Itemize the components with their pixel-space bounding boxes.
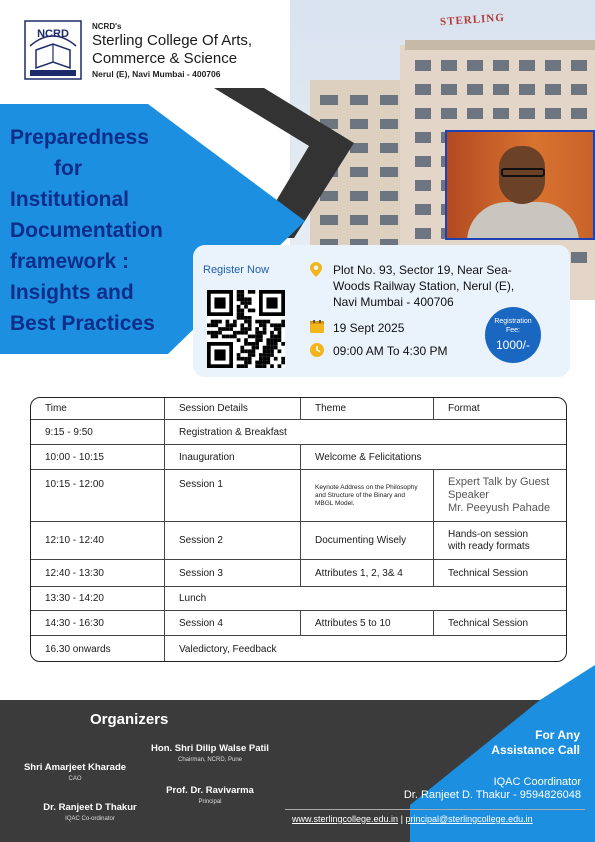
table-header-row: [31, 398, 566, 420]
clock-icon: [310, 343, 324, 362]
building-window: [415, 84, 431, 95]
organizer-name: Prof. Dr. Ravivarma: [166, 785, 254, 796]
coordinator-phone[interactable]: Dr. Ranjeet D. Thakur - 9594826048: [403, 789, 581, 801]
assistance-line: For Any: [535, 728, 580, 742]
venue-address: [333, 262, 514, 310]
coordinator-contact: [365, 776, 581, 802]
organizer-role: IQAC Co-ordinator: [65, 816, 115, 822]
title-line: for: [54, 157, 82, 180]
organizer-card: [130, 743, 290, 763]
fee-amount: 1000/-: [495, 338, 531, 352]
schedule-table: [30, 397, 567, 662]
time-cell: 13:30 - 14:20: [45, 593, 104, 604]
table-row: [31, 587, 566, 611]
organizer-card: [10, 762, 140, 782]
assistance-line: Assistance Call: [491, 743, 580, 757]
college-prefix: NCRD's: [92, 22, 122, 31]
title-line: Preparedness: [10, 126, 149, 149]
building-window: [415, 108, 431, 119]
theme-cell: Welcome & Felicitations: [300, 445, 567, 469]
building-window: [415, 204, 431, 215]
time-cell: 9:15 - 9:50: [45, 426, 93, 438]
building-window: [350, 95, 368, 105]
building-window: [493, 84, 509, 95]
building-window: [415, 228, 431, 239]
building-window: [380, 215, 398, 225]
building-sign: STERLING: [439, 11, 506, 29]
building-window: [415, 156, 431, 167]
table-row: [31, 611, 566, 636]
table-row: [31, 522, 566, 560]
table-row: [31, 420, 566, 445]
table-row: [31, 636, 566, 662]
session-cell: Session 3: [164, 560, 300, 586]
building-window: [350, 167, 368, 177]
fee-label: Fee:: [505, 327, 520, 334]
title-line: Best Practices: [10, 312, 155, 335]
calendar-icon: [310, 320, 324, 338]
website-link[interactable]: www.sterlingcollege.edu.in: [292, 814, 399, 824]
college-name-line2: Commerce & Science: [92, 50, 238, 67]
time-cell: 16.30 onwards: [45, 644, 111, 655]
session-cell: Inauguration: [164, 445, 300, 469]
building-window: [467, 108, 483, 119]
building-window: [441, 84, 457, 95]
building-window: [571, 84, 587, 95]
building-window: [571, 60, 587, 71]
fee-label: Registration: [494, 318, 532, 325]
assistance-heading: [440, 728, 580, 758]
format-cell: Technical Session: [433, 611, 567, 635]
format-line: Mr. Peeyush Pahade: [448, 502, 551, 514]
header-cell: Theme: [300, 398, 433, 419]
format-cell: [433, 522, 567, 559]
building-window: [320, 215, 338, 225]
time-cell: 14:30 - 16:30: [45, 617, 104, 629]
theme-cell: Documenting Wisely: [300, 522, 433, 559]
header-cell: Format: [433, 398, 567, 419]
format-cell: Technical Session: [433, 560, 567, 586]
venue-line: Woods Railway Station, Nerul (E),: [333, 279, 515, 293]
building-window: [380, 143, 398, 153]
organizer-name: Dr. Ranjeet D Thakur: [43, 802, 137, 813]
building-window: [545, 108, 561, 119]
building-window: [441, 108, 457, 119]
building-window: [415, 180, 431, 191]
building-window: [415, 132, 431, 143]
organizer-card: [25, 802, 155, 822]
venue-line: Navi Mumbai - 400706: [333, 295, 454, 309]
building-window: [467, 84, 483, 95]
building-window: [571, 108, 587, 119]
registration-fee-badge: [485, 307, 541, 363]
building-window: [467, 60, 483, 71]
logo-text: NCRD: [37, 28, 69, 40]
table-row: [31, 470, 566, 522]
register-now-heading[interactable]: Register Now: [203, 264, 270, 276]
session-cell: Session 1: [164, 470, 300, 521]
event-time: 09:00 AM To 4:30 PM: [333, 344, 448, 358]
format-line: Speaker: [448, 489, 489, 501]
college-address: Nerul (E), Navi Mumbai - 400706: [92, 69, 221, 79]
email-link[interactable]: principal@sterlingcollege.edu.in: [405, 814, 533, 824]
theme-cell: Keynote Address on the Philosophy and Structure of the Binary and MBGL Model.: [300, 470, 433, 521]
time-cell: 12:10 - 12:40: [45, 535, 104, 546]
venue-line: Plot No. 93, Sector 19, Near Sea-: [333, 263, 512, 277]
building-window: [571, 252, 587, 263]
time-cell: 10:15 - 12:00: [45, 479, 104, 490]
time-cell: 10:00 - 10:15: [45, 451, 104, 463]
session-cell: Registration & Breakfast: [164, 420, 567, 444]
title-line: Institutional: [10, 188, 129, 211]
college-logo: [24, 20, 82, 80]
building-window: [519, 84, 535, 95]
title-line: Insights and: [10, 281, 134, 304]
table-row: [31, 560, 566, 587]
building-window: [380, 119, 398, 129]
event-title: [10, 122, 205, 339]
format-cell: [433, 470, 567, 521]
building-window: [350, 191, 368, 201]
building-window: [415, 60, 431, 71]
building-window: [380, 95, 398, 105]
building-window: [350, 215, 368, 225]
speaker-photo: [445, 130, 595, 240]
time-cell: 12:40 - 13:30: [45, 567, 104, 579]
location-pin-icon: [310, 262, 322, 282]
college-name-line1: Sterling College Of Arts,: [92, 32, 253, 49]
coordinator-title: IQAC Coordinator: [493, 776, 581, 788]
session-cell: Lunch: [164, 587, 567, 610]
organizer-role: CAO: [68, 776, 82, 782]
contact-links: [292, 814, 533, 824]
college-block: [92, 22, 292, 79]
building-window: [350, 119, 368, 129]
title-line: Documentation: [10, 219, 163, 242]
organizer-role: Chairman, NCRD, Pune: [177, 757, 243, 763]
qr-code[interactable]: [207, 290, 285, 368]
header-cell: Session Details: [164, 398, 300, 419]
header-cell: Time: [45, 403, 67, 414]
building-window: [320, 95, 338, 105]
session-cell: Session 2: [164, 522, 300, 559]
qr-code-icon: [207, 290, 285, 368]
building-window: [380, 191, 398, 201]
footer-divider: [285, 809, 585, 810]
building-window: [380, 167, 398, 177]
building-window: [545, 84, 561, 95]
session-cell: Session 4: [164, 611, 300, 635]
event-date: 19 Sept 2025: [333, 321, 405, 335]
theme-cell: Attributes 1, 2, 3& 4: [300, 560, 433, 586]
table-row: [31, 445, 566, 470]
session-cell: Valedictory, Feedback: [164, 636, 567, 662]
title-line: framework :: [10, 250, 130, 273]
theme-cell: Attributes 5 to 10: [300, 611, 433, 635]
organizer-name: Shri Amarjeet Kharade: [23, 762, 127, 773]
building-window: [493, 60, 509, 71]
format-line: Hands-on session: [448, 528, 529, 540]
building-window: [545, 60, 561, 71]
format-line: Expert Talk by Guest: [448, 476, 550, 488]
organizer-card: [145, 785, 275, 805]
building-window: [519, 108, 535, 119]
organizers-heading: Organizers: [90, 711, 169, 728]
organizer-name: Hon. Shri Dilip Walse Patil: [151, 743, 269, 754]
link-separator: |: [400, 814, 403, 824]
building-window: [441, 60, 457, 71]
format-line: with ready formats: [448, 540, 530, 552]
organizer-role: Principal: [198, 799, 222, 805]
building-window: [493, 108, 509, 119]
building-window: [519, 60, 535, 71]
